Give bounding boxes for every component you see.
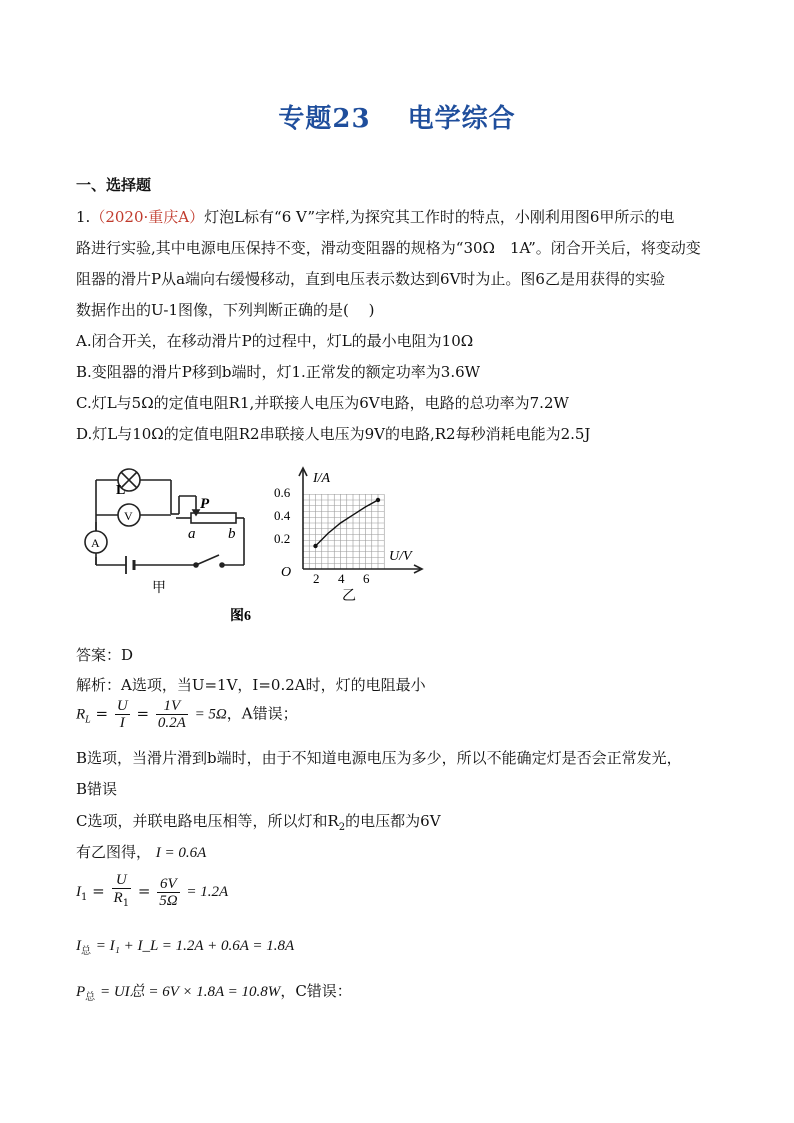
ptot-expr: = UI总 = 6V × 1.8A = 10.8W [99, 984, 281, 1000]
i1-sub: 1 [81, 892, 88, 903]
x-tick-2: 2 [313, 571, 320, 586]
ptot-sub: 总 [85, 992, 96, 1003]
graph-grid [303, 494, 384, 569]
i1-eq1: = [92, 882, 105, 900]
y-tick-0.4: 0.4 [274, 508, 291, 523]
rl-sub: L [85, 714, 91, 726]
figure-6 [76, 462, 436, 632]
formula-itotal: $I_总 = I_1$ + I_L = 1.2A + 0.6A = 1.8A [76, 938, 295, 957]
question-line-4: 数据作出的U-1图像，下列判断正确的是( ) [76, 301, 375, 319]
i1-den1-sub: 1 [122, 898, 130, 909]
i1-lhs: I [76, 884, 81, 900]
analysis-b2: B错误 [76, 780, 118, 798]
rl-den1: I [119, 715, 125, 731]
i1-eq2: = [137, 882, 151, 900]
data-point [313, 544, 317, 548]
itot-sub: 总 [81, 946, 91, 957]
question-line-3: 阻器的滑片P从a端向右缓慢移动，直到电压表示数达到6V时为止。图6乙是用获得的实验 [76, 270, 665, 288]
y-tick-0.2: 0.2 [274, 531, 291, 546]
c1-pre: C选项，并联电路电压相等，所以灯和R [76, 812, 339, 830]
rl-lhs: R [76, 706, 86, 723]
question-line-1 [76, 206, 674, 227]
option-a: A.闭合开关，在移动滑片P的过程中，灯L的最小电阻为10Ω [76, 332, 474, 350]
origin-label: O [281, 565, 292, 580]
itot-expr: = I₁ + I_L = 1.2A + 0.6A = 1.8A [95, 938, 295, 954]
rl-den2: 0.2A [157, 715, 186, 731]
question-line-2: 路进行实验,其中电源电压保持不变，滑动变阻器的规格为“30Ω 1A”。闭合开关后，将变动变 [76, 239, 701, 257]
question-text-1: 灯泡L标有“6 V”字样,为探究其工作时的特点，小刚利用图6甲所示的电 [204, 208, 675, 226]
rl-num1: U [116, 698, 128, 714]
y-tick-0.6: 0.6 [274, 485, 291, 500]
formula-rl [76, 698, 298, 731]
formula-ptotal: $P_总$ = UI总 = 6V × 1.8A = 10.8W，C错误： [76, 982, 352, 1003]
slider-label: P [200, 496, 210, 512]
c2-text: 有乙图得， [76, 843, 152, 861]
analysis-c2 [76, 841, 206, 862]
graph-label: 乙 [342, 589, 356, 604]
rl-eq1: = [95, 704, 109, 723]
end-b-label: b [228, 526, 236, 542]
x-axis-label: U/V [389, 549, 412, 564]
analysis-c1 [76, 810, 441, 833]
x-tick-4: 4 [338, 571, 345, 586]
x-tick-6: 6 [363, 571, 370, 586]
analysis-intro: 解析：A选项，当U=1V，I=0.2A时，灯的电阻最小 [76, 676, 426, 694]
lamp-label: L [116, 483, 126, 498]
page-title: 专题23 电学综合 [278, 104, 516, 134]
question-source: （2020·重庆A） [90, 208, 205, 226]
data-point [376, 498, 380, 502]
end-a-label: a [188, 526, 196, 542]
voltmeter-symbol: V [124, 509, 133, 523]
option-c: C.灯L与5Ω的定值电阻R1,并联接人电压为6V电路，电路的总功率为7.2W [76, 394, 569, 412]
option-d: D.灯L与10Ω的定值电阻R2串联接人电压为9V的电路,R2每秒消耗电能为2.5J [76, 425, 591, 443]
i1-result: = 1.2A [186, 884, 229, 900]
formula-i1 [76, 872, 228, 912]
rl-num2: 1V [156, 698, 188, 715]
i1-den1: R [113, 890, 123, 906]
i1-den2: 5Ω [159, 892, 178, 909]
rl-eq2: = [136, 704, 150, 723]
answer: 答案：D [76, 646, 134, 664]
question-number: 1. [76, 208, 91, 226]
section-heading: 一、选择题 [76, 176, 152, 194]
ammeter-symbol: A [91, 536, 100, 550]
y-axis-label: I/A [313, 471, 331, 486]
c1-post: 的电压都为6V [345, 812, 441, 830]
rl-tail: ，A错误； [226, 704, 298, 723]
circuit-label: 甲 [152, 581, 166, 596]
c1-sub: 2 [338, 822, 346, 833]
i-equation: I = 0.6A [155, 845, 207, 861]
i1-num1: U [112, 872, 132, 889]
p-tail: ，C错误： [280, 982, 352, 1000]
option-b: B.变阻器的滑片P移到b端时，灯1.正常发的额定功率为3.6W [76, 363, 481, 381]
rl-result: = 5Ω [194, 706, 227, 723]
i1-num2: 6V [157, 876, 179, 893]
figure-caption: 图6 [230, 609, 251, 624]
analysis-b1: B选项，当滑片滑到b端时，由于不知道电源电压为多少，所以不能确定灯是否会正常发光， [76, 749, 682, 767]
circuit-diagram [85, 469, 244, 574]
